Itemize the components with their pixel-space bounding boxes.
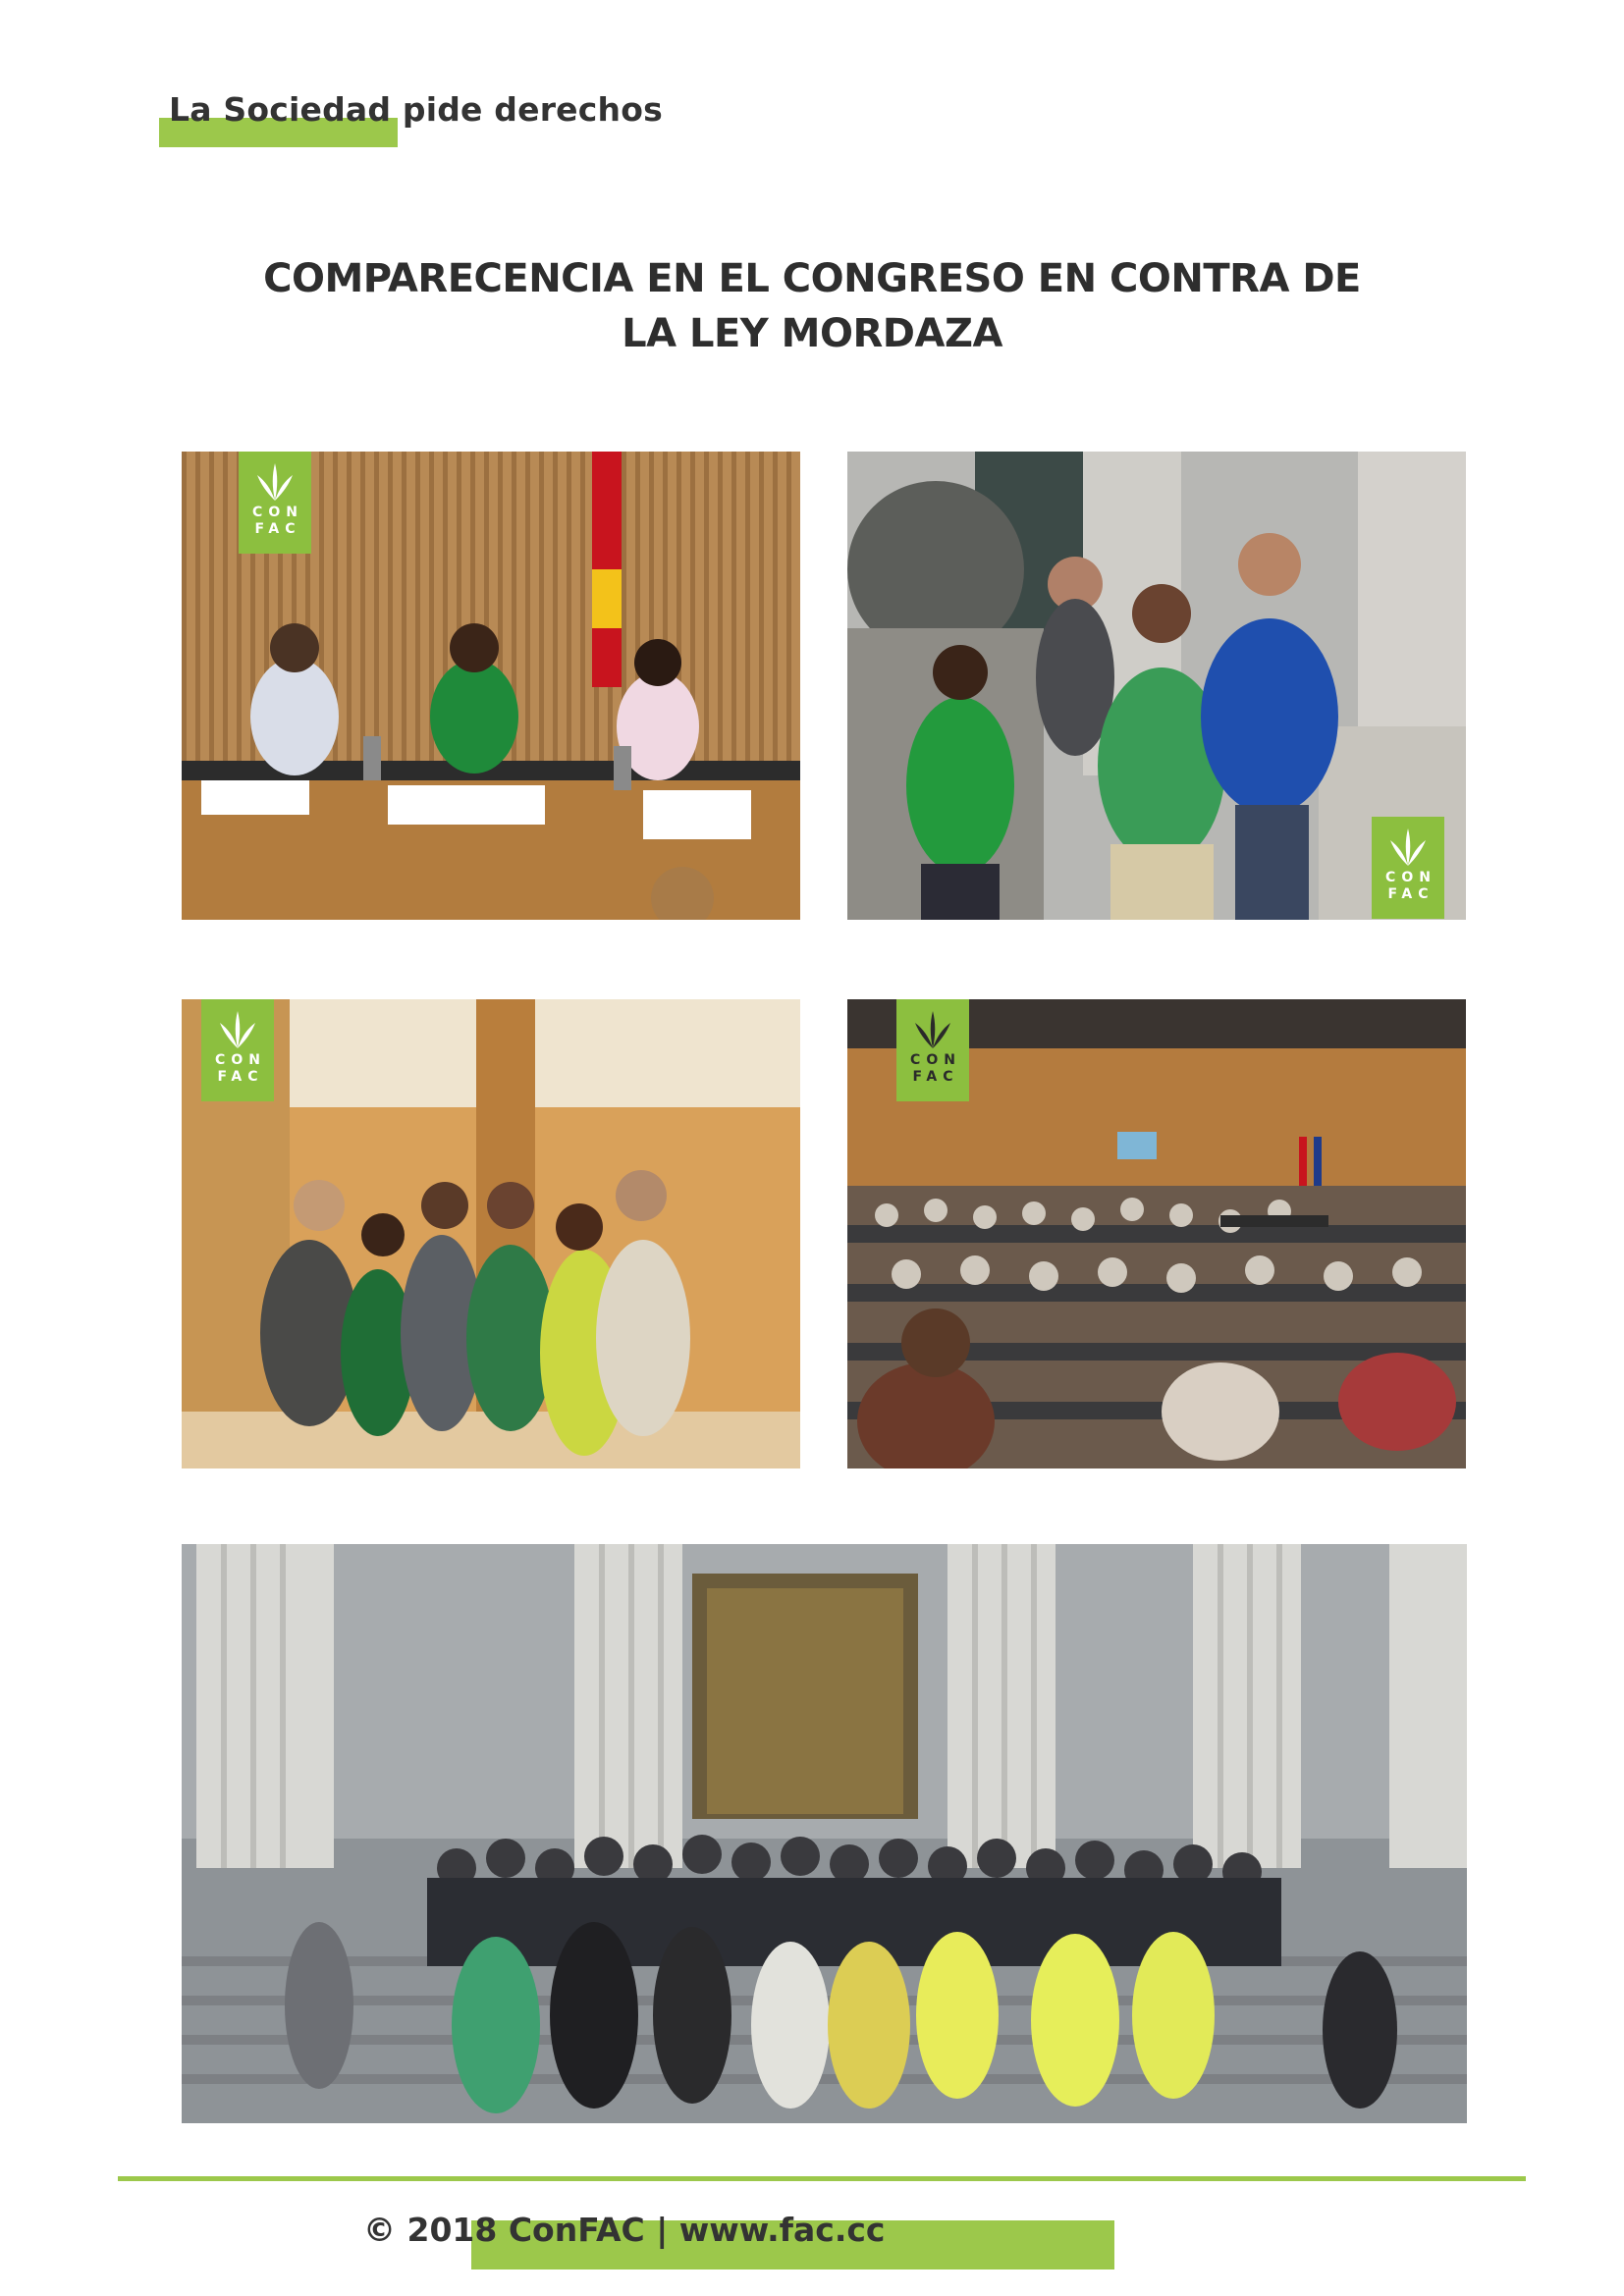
confac-logo	[239, 452, 311, 554]
confac-logo-line-2: FAC	[254, 521, 301, 537]
footer-copyright: © 2018 ConFAC | www.fac.cc	[363, 2211, 886, 2249]
confac-logo-line-1: CON	[1385, 870, 1436, 885]
confac-logo-line-2: FAC	[912, 1069, 959, 1085]
page-title-line-2: LA LEY MORDAZA	[622, 311, 1002, 356]
confac-logo-line-2: FAC	[217, 1069, 264, 1085]
cannabis-leaf-icon	[255, 461, 295, 505]
confac-logo	[896, 999, 969, 1101]
cannabis-leaf-icon	[1388, 827, 1428, 870]
page-title	[223, 251, 1401, 361]
confac-logo	[1372, 817, 1444, 919]
page-title-line-1: COMPARECENCIA EN EL CONGRESO EN CONTRA DE	[263, 256, 1361, 301]
section-tag	[159, 90, 663, 149]
confac-logo-line-1: CON	[910, 1052, 961, 1068]
confac-logo-line-1: CON	[215, 1052, 266, 1068]
photo-hearing-room	[847, 999, 1466, 1468]
photo-protest-steps	[182, 1544, 1467, 2123]
confac-logo	[201, 999, 274, 1101]
section-tag-text: La Sociedad pide derechos	[169, 90, 663, 129]
photo-group-outside-congress	[847, 452, 1466, 920]
footer-rule	[118, 2176, 1526, 2181]
photo-group-indoors	[182, 999, 800, 1468]
cannabis-leaf-icon	[218, 1009, 257, 1052]
cannabis-leaf-icon	[913, 1009, 952, 1052]
confac-logo-line-2: FAC	[1387, 886, 1435, 902]
confac-logo-line-1: CON	[252, 505, 303, 520]
photo-panel-speakers	[182, 452, 800, 920]
